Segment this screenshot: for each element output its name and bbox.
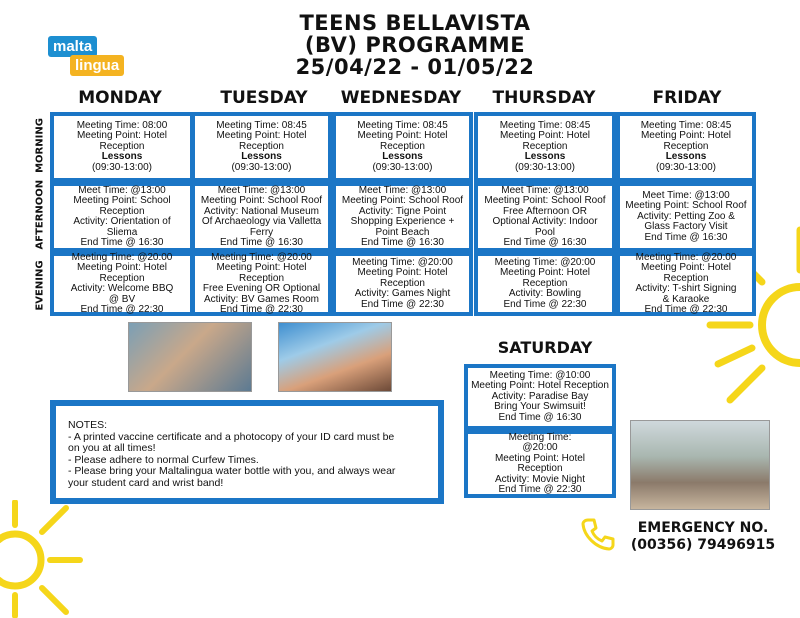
cell-text: Meeting Time: 08:00 Meeting Point: Hotel Reception [76, 119, 168, 152]
cell-text: Meeting Time: @20:00 Meeting Point: Hotel Reception Activity: T-shirt Signing & Karaoke End Time @ 22:30 [635, 251, 737, 315]
emergency-number: (00356) 79496915 [630, 537, 776, 553]
logo-text-malta: malta [48, 36, 97, 57]
page-subtitle: (BV) PROGRAMME [304, 33, 526, 57]
cell-thursday-evening [474, 252, 616, 316]
phone-icon [580, 516, 616, 552]
day-header-wednesday: WEDNESDAY [340, 88, 462, 108]
cell-friday-morning [616, 112, 756, 182]
emergency-contact [628, 520, 778, 554]
cell-text: Meeting Time: 08:45 Meeting Point: Hotel Reception [357, 119, 448, 152]
lessons-time: (09:30-13:00) [91, 161, 153, 173]
cell-wednesday-evening [332, 252, 473, 316]
lessons-label: Lessons [382, 151, 423, 163]
lessons-label: Lessons [524, 151, 566, 163]
page-title: TEENS BELLAVISTA [299, 11, 531, 35]
cell-tuesday-evening [191, 252, 332, 316]
cell-wednesday-morning [332, 112, 473, 182]
cell-monday-afternoon [50, 182, 194, 252]
cell-text: Meeting Time: @20:00 Meeting Point: Hotel Reception Activity: Movie Night End Time @ 22:30 [494, 431, 586, 495]
date-range: 25/04/22 - 01/05/22 [295, 55, 535, 79]
day-header-saturday: SATURDAY [497, 338, 593, 357]
photo-group-boat [278, 322, 392, 392]
day-header-tuesday: TUESDAY [220, 88, 308, 108]
lessons-time: (09:30-13:00) [514, 161, 576, 173]
lessons-label: Lessons [241, 151, 282, 163]
cell-friday-evening [616, 252, 756, 316]
lessons-time: (09:30-13:00) [655, 161, 717, 173]
cell-text: Meeting Time: @20:00 Meeting Point: Hotel Reception Activity: Bowling End Time @ 22:30 [494, 256, 596, 310]
cell-text: Meet Time: @13:00 Meeting Point: School Reception Activity: Orientation of Sliema End Time @ 16:30 [73, 184, 171, 248]
lessons-label: Lessons [101, 151, 143, 163]
cell-text: Meet Time: @13:00 Meeting Point: School Roof Activity: Petting Zoo & Glass Factory Visit End Time @ 16:30 [625, 189, 747, 243]
cell-thursday-morning [474, 112, 616, 182]
cell-saturday-day [464, 364, 616, 430]
cell-friday-afternoon [616, 182, 756, 252]
cell-thursday-afternoon [474, 182, 616, 252]
cell-text: Meeting Time: @20:00 Meeting Point: Hotel Reception Activity: Welcome BBQ @ BV End Time @ 22:30 [70, 251, 174, 315]
cell-monday-evening [50, 252, 194, 316]
logo-text-lingua: lingua [70, 55, 124, 76]
maltalingua-logo [48, 36, 132, 80]
row-label-evening: EVENING [34, 260, 46, 311]
cell-text: Meeting Time: @20:00 Meeting Point: Hotel Reception Activity: Games Night End Time @ 22:30 [352, 256, 453, 310]
cell-text: Meeting Time: @20:00 Meeting Point: Hotel Reception Free Evening OR Optional Activity: BV Games Room End Time @ 22:30 [202, 251, 321, 315]
cell-tuesday-morning [191, 112, 332, 182]
lessons-time: (09:30-13:00) [372, 161, 433, 173]
cell-wednesday-afternoon [332, 182, 473, 252]
cell-monday-morning [50, 112, 194, 182]
cell-tuesday-afternoon [191, 182, 332, 252]
notes-box: NOTES: - A printed vaccine certificate and a photocopy of your ID card must be on you at all times! - Please adhere to normal Curfew Times. - Please bring your Maltalingua water bottle with you, and always wear your student card and wrist band! [50, 400, 444, 504]
sun-icon [0, 500, 90, 618]
emergency-label: EMERGENCY NO. [637, 520, 769, 536]
day-header-friday: FRIDAY [652, 88, 722, 108]
day-header-thursday: THURSDAY [492, 88, 596, 108]
cell-text: Meet Time: @13:00 Meeting Point: School Roof Free Afternoon OR Optional Activity: Indoor Pool End Time @ 16:30 [484, 184, 606, 248]
photo-group-roof [630, 420, 770, 510]
cell-saturday-evening [464, 430, 616, 498]
photo-group-aerial [128, 322, 252, 392]
cell-text: Meet Time: @13:00 Meeting Point: School Roof Activity: National Museum Of Archaeology via Valletta Ferry End Time @ 16:30 [200, 184, 323, 248]
row-label-morning: MORNING [34, 118, 46, 173]
cell-text: Meet Time: @13:00 Meeting Point: School Roof Activity: Tigne Point Shopping Experience + Point Beach End Time @ 16:30 [341, 184, 464, 248]
row-label-afternoon: AFTERNOON [34, 179, 46, 250]
lessons-time: (09:30-13:00) [231, 161, 292, 173]
cell-text: Meeting Time: 08:45 Meeting Point: Hotel Reception [499, 119, 591, 152]
lessons-label: Lessons [665, 151, 707, 163]
cell-text: Meeting Time: 08:45 Meeting Point: Hotel Reception [640, 119, 732, 152]
cell-text: Meeting Time: 08:45 Meeting Point: Hotel Reception [216, 119, 307, 152]
day-header-monday: MONDAY [78, 88, 162, 108]
cell-text: Meeting Time: @10:00 Meeting Point: Hotel Reception Activity: Paradise Bay Bring Your Swimsuit! End Time @ 16:30 [471, 369, 609, 423]
